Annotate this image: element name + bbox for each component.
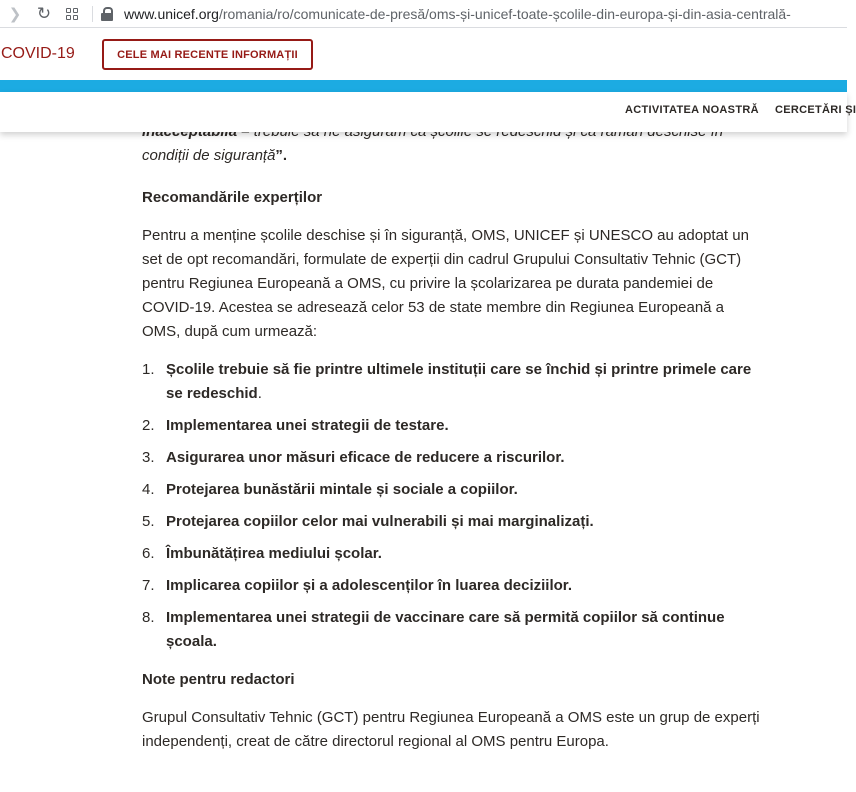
main-navigation [0,92,856,132]
url-host: www.unicef.org [124,5,219,22]
url-path: /romania/ro/comunicate-de-presă/oms-și-unicef-toate-școlile-din-europa-și-din-asia-centrală- [218,5,791,22]
address-bar[interactable] [124,6,791,22]
list-item [142,510,762,534]
quote-closing: ”. [275,147,288,164]
notes-heading: Note pentru redactori [142,671,295,688]
list-text: Protejarea bunăstării mintale și sociale a copiilor. [166,481,518,498]
back-icon[interactable]: ❯ [8,5,22,23]
list-text: Protejarea copiilor celor mai vulnerabili și mai marginalizați. [166,513,594,530]
list-text: Îmbunătățirea mediului școlar. [166,545,382,562]
list-number: 8. [142,609,155,626]
list-item [142,446,762,470]
list-number: 7. [142,577,155,594]
reload-icon[interactable]: ↻ [36,3,52,23]
apps-icon[interactable] [58,0,86,27]
list-text: Asigurarea unor măsuri eficace de reducere a riscurilor. [166,449,565,466]
list-text: Școlile trebuie să fie printre ultimele instituții care se închid și printre primele care se redeschid [166,361,752,402]
quote-line-2: condiții de siguranță [142,147,276,164]
list-item [142,606,762,654]
covid-label: COVID-19 [1,45,75,62]
list-item [142,542,762,566]
browser-toolbar [0,0,847,28]
list-number: 6. [142,545,155,562]
list-item [142,574,762,598]
list-number: 5. [142,513,155,530]
list-item [142,478,762,502]
list-text: Implicarea copiilor și a adolescenților în luarea deciziilor. [166,577,572,594]
list-text: Implementarea unei strategii de vaccinare care să permită copiilor să continue școala. [166,609,725,650]
notes-text: Grupul Consultativ Tehnic (GCT) pentru Regiunea Europeană a OMS este un grup de experți independenți, creat de către directorul regional al OMS pentru Europa. [142,709,760,750]
list-suffix: . [257,385,262,402]
list-number: 2. [142,417,155,434]
list-item [142,358,762,406]
list-number: 1. [142,361,155,378]
recommendations-intro: Pentru a menține școlile deschise și în siguranță, OMS, UNICEF și UNESCO au adoptat un set de opt recomandări, formulate de experții din cadrul Grupului Consultativ Tehnic (GCT) pentru Regiunea Europeană a OMS, cu privire la școlarizarea pe durata pandemiei de COVID-19. Acestea se adresează celor 53 de state membre din Regiunea Europeană a OMS, după cum urmează: [142,227,749,340]
nav-item-our-work[interactable]: ACTIVITATEA NOASTRĂ [625,104,759,116]
list-text: Implementarea unei strategii de testare. [166,417,449,434]
nav-item-research[interactable]: CERCETĂRI ȘI [775,104,856,116]
brand-stripe [0,80,847,92]
list-item [142,414,762,438]
list-number: 3. [142,449,155,466]
list-number: 4. [142,481,155,498]
recommendations-heading: Recomandările experților [142,189,323,206]
lock-icon[interactable] [101,7,113,21]
toolbar-divider [92,6,93,22]
latest-info-button[interactable]: CELE MAI RECENTE INFORMAȚII [102,39,313,70]
recommendations-list [142,358,762,662]
covid-banner [0,28,847,80]
